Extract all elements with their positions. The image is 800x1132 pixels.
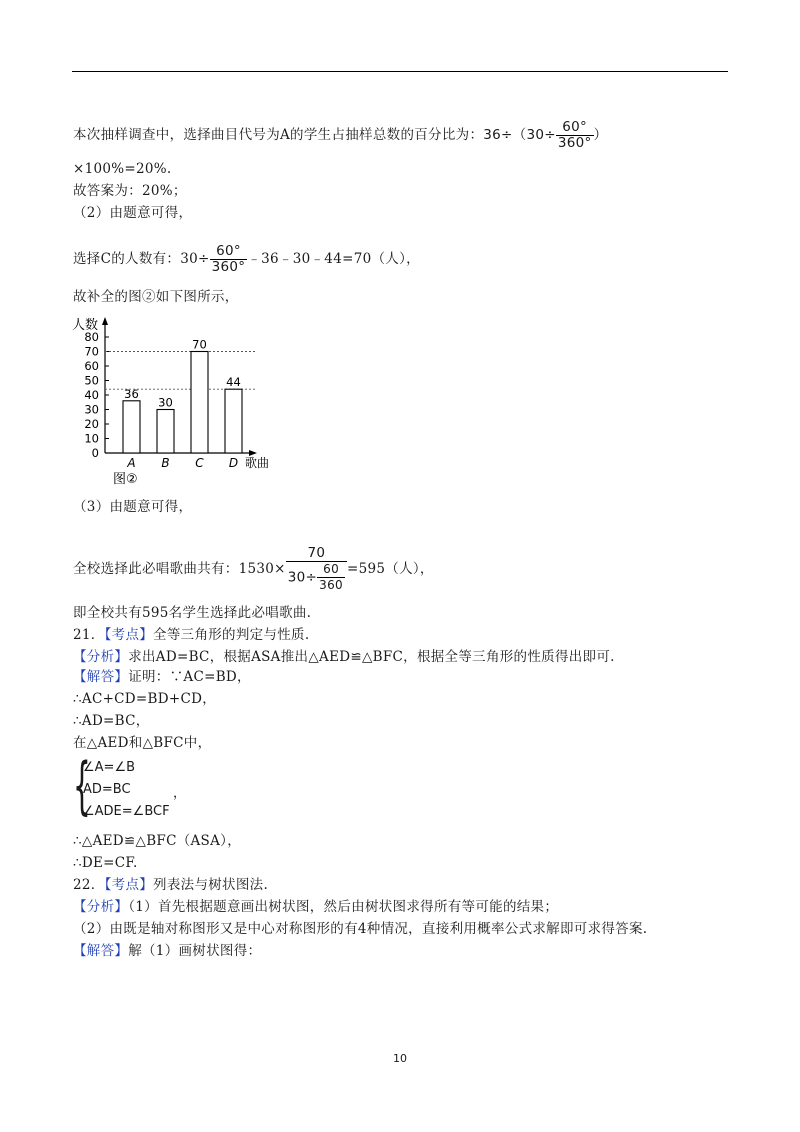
q22-topic: 22．【考点】列表法与树状图法. bbox=[73, 877, 269, 893]
bar-value-label: 36 bbox=[124, 386, 139, 401]
q22-solution: 【解答】解（1）画树状图得： bbox=[73, 943, 262, 959]
bar-value-label: 70 bbox=[192, 337, 207, 352]
x-axis-label: 歌曲 bbox=[245, 456, 270, 470]
q21-topic: 21．【考点】全等三角形的判定与性质. bbox=[73, 627, 310, 643]
y-axis-label: 人数 bbox=[72, 318, 99, 333]
q21-solution: 【解答】证明：∵AC=BD， bbox=[73, 669, 251, 685]
y-tick-label: 20 bbox=[84, 417, 99, 431]
result-line: ×100%=20%. bbox=[73, 161, 172, 177]
part3-line: （3）由题意可得， bbox=[73, 499, 193, 515]
y-tick-label: 50 bbox=[84, 373, 99, 388]
chart-intro-line: 故补全的图②如下图所示， bbox=[73, 289, 239, 305]
q21-step5: ∴DE=CF. bbox=[73, 855, 138, 871]
fraction-60-360: $\frac{60^\circ}{360^\circ}$ bbox=[557, 119, 592, 151]
x-tick-label: C bbox=[195, 456, 204, 470]
chart-caption: 图② bbox=[113, 472, 138, 487]
school-total-line: 全校选择此必唱歌曲共有：1530× 70 30÷ $\frac{60}{360}$ =595（人）， bbox=[73, 545, 434, 592]
q22-analysis: 【分析】（1）首先根据题意画出树状图，然后由树状图求得所有等可能的结果； bbox=[73, 899, 559, 915]
bar-chart bbox=[70, 310, 300, 490]
bar-value-label: 44 bbox=[226, 375, 241, 390]
y-tick-label: 70 bbox=[84, 344, 99, 359]
x-tick-label: B bbox=[161, 456, 170, 470]
left-brace: { bbox=[73, 749, 91, 822]
y-tick-label: 80 bbox=[84, 330, 99, 344]
header-rule bbox=[72, 71, 728, 72]
q21-step4: ∴△AED≌△BFC（ASA）， bbox=[73, 833, 242, 849]
percent-line: 本次抽样调查中，选择曲目代号为A的学生占抽样总数的百分比为：36÷（30÷ $\frac{60^\circ}{360^\circ}$ ） bbox=[73, 119, 608, 151]
answer-line: 故答案为：20%； bbox=[73, 183, 187, 199]
bar-value-label: 30 bbox=[158, 395, 173, 410]
fraction-60-360-b: $\frac{60^\circ}{360^\circ}$ bbox=[211, 243, 246, 275]
choice-c-line: 选择C的人数有：30÷ $\frac{60^\circ}{360^\circ}$ ﹣36﹣30﹣44=70（人）， bbox=[73, 243, 420, 275]
q21-step2: ∴AD=BC， bbox=[73, 713, 150, 729]
bar-A bbox=[123, 401, 140, 453]
y-axis-arrow bbox=[102, 317, 108, 325]
compound-fraction: 70 30÷ $\frac{60}{360}$ bbox=[286, 546, 347, 593]
q21-step3: 在△AED和△BFC中， bbox=[73, 735, 212, 751]
y-tick-label: 30 bbox=[84, 402, 99, 417]
bar-C bbox=[191, 352, 208, 454]
y-tick-label: 40 bbox=[84, 388, 99, 402]
bar-B bbox=[157, 410, 174, 454]
x-tick-label: D bbox=[228, 456, 239, 470]
equation-system: { ∠A=∠B AD=BC ∠ADE=∠BCF ， bbox=[73, 749, 187, 822]
q21-analysis: 【分析】求出AD=BC，根据ASA推出△AED≌△BFC，根据全等三角形的性质得出即可. bbox=[73, 649, 615, 665]
y-tick-label: 60 bbox=[84, 359, 99, 373]
y-tick-label: 0 bbox=[91, 446, 99, 460]
conclusion-line: 即全校共有595名学生选择此必唱歌曲. bbox=[73, 605, 312, 621]
x-tick-label: A bbox=[127, 456, 136, 470]
bar-D bbox=[225, 389, 242, 453]
part2-line: （2）由题意可得， bbox=[73, 205, 193, 221]
q22-analysis-2: （2）由既是轴对称图形又是中心对称图形的有4种情况，直接利用概率公式求解即可求得答案. bbox=[73, 921, 648, 937]
y-tick-label: 10 bbox=[84, 431, 99, 446]
page-number: 10 bbox=[393, 1052, 407, 1065]
q21-step1: ∴AC+CD=BD+CD， bbox=[73, 691, 217, 707]
